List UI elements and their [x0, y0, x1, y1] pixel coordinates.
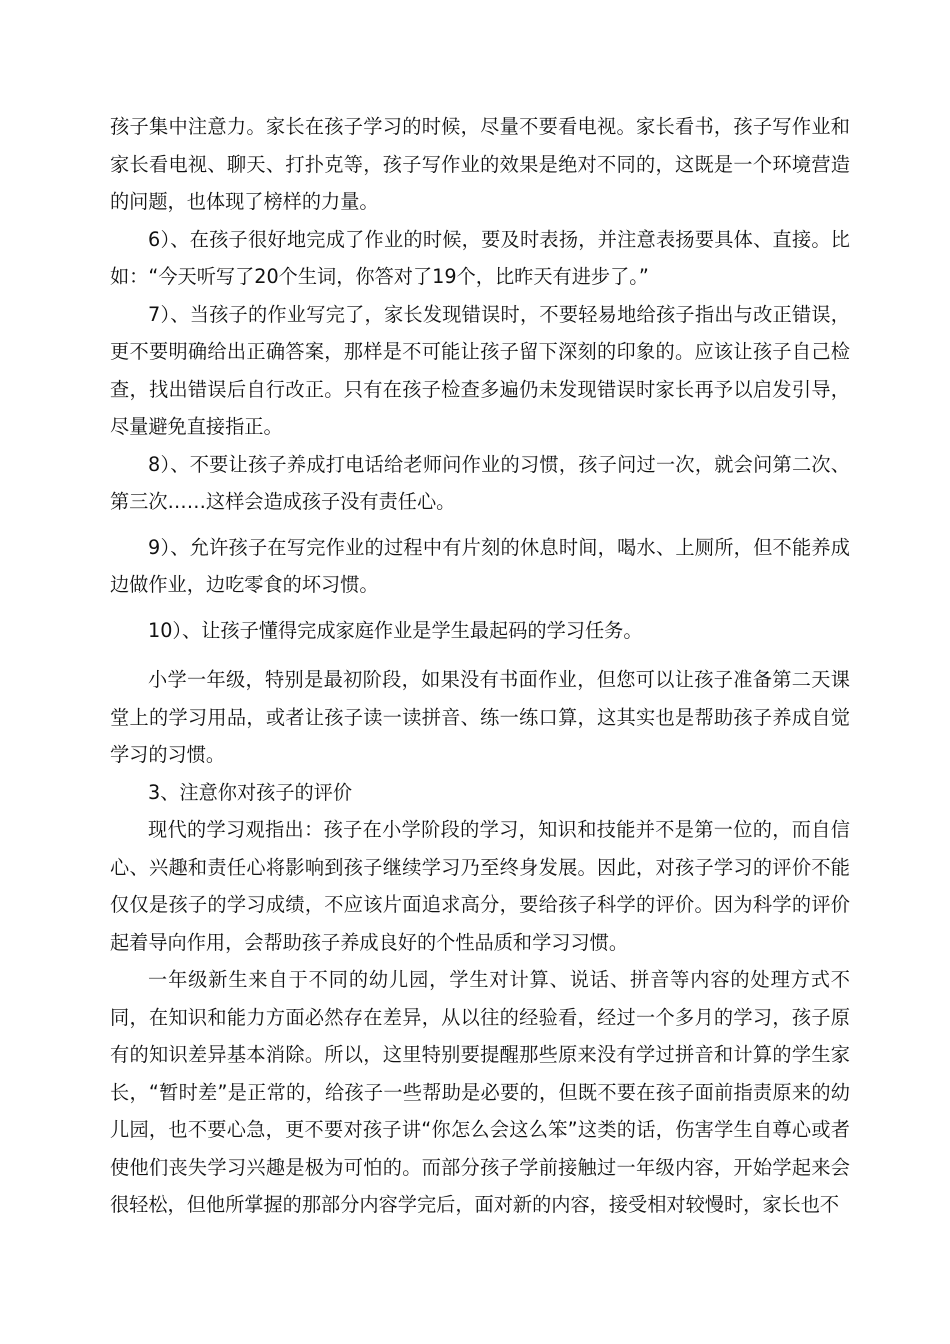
paragraph-continuation: 孩子集中注意力。家长在孩子学习的时候，尽量不要看电视。家长看书，孩子写作业和家长看电视、聊天、打扑克等，孩子写作业的效果是绝对不同的，这既是一个环境营造的问题，也体现了榜样的力量。 [110, 115, 850, 213]
paragraph-item-8: 8）、不要让孩子养成打电话给老师问作业的习惯，孩子问过一次，就会问第二次、第三次……这样会造成孩子没有责任心。 [110, 452, 850, 513]
section-heading-evaluation: 3、注意你对孩子的评价 [148, 780, 353, 804]
paragraph-learning-view: 现代的学习观指出：孩子在小学阶段的学习，知识和技能并不是第一位的，而自信心、兴趣和责任心将影响到孩子继续学习乃至终身发展。因此，对孩子学习的评价不能仅仅是孩子的学习成绩，不应该片面追求高分，要给孩子科学的评价。因为科学的评价起着导向作用，会帮助孩子养成良好的个性品质和学习习惯。 [110, 818, 850, 954]
paragraph-item-10: 10）、让孩子懂得完成家庭作业是学生最起码的学习任务。 [148, 618, 643, 642]
paragraph-item-7: 7）、当孩子的作业写完了，家长发现错误时，不要轻易地给孩子指出与改正错误，更不要明确给出正确答案，那样是不可能让孩子留下深刻的印象的。应该让孩子自己检查，找出错误后自行改正。只有在孩子检查多遍仍未发现错误时家长再予以启发引导，尽量避免直接指正。 [110, 302, 850, 438]
paragraph-item-6: 6）、在孩子很好地完成了作业的时候，要及时表扬，并注意表扬要具体、直接。比如：“今天听写了20个生词，你答对了19个，比昨天有进步了。” [110, 227, 850, 288]
document-body [110, 108, 850, 1224]
paragraph-first-grade: 小学一年级，特别是最初阶段，如果没有书面作业，但您可以让孩子准备第二天课堂上的学习用品，或者让孩子读一读拼音、练一练口算，这其实也是帮助孩子养成自觉学习的习惯。 [110, 668, 850, 766]
paragraph-item-9: 9）、允许孩子在写完作业的过程中有片刻的休息时间，喝水、上厕所，但不能养成边做作业，边吃零食的坏习惯。 [110, 535, 850, 596]
paragraph-new-students: 一年级新生来自于不同的幼儿园，学生对计算、说话、拼音等内容的处理方式不同，在知识和能力方面必然存在差异，从以往的经验看，经过一个多月的学习，孩子原有的知识差异基本消除。所以，这里特别要提醒那些原来没有学过拼音和计算的学生家长，“暂时差”是正常的，给孩子一些帮助是必要的，但既不要在孩子面前指责原来的幼儿园，也不要心急，更不要对孩子讲“你怎么会这么笨”这类的话，伤害学生自尊心或者使他们丧失学习兴趣是极为可怕的。而部分孩子学前接触过一年级内容，开始学起来会很轻松，但他所掌握的那部分内容学完后，面对新的内容，接受相对较慢时，家长也不 [110, 968, 850, 1216]
